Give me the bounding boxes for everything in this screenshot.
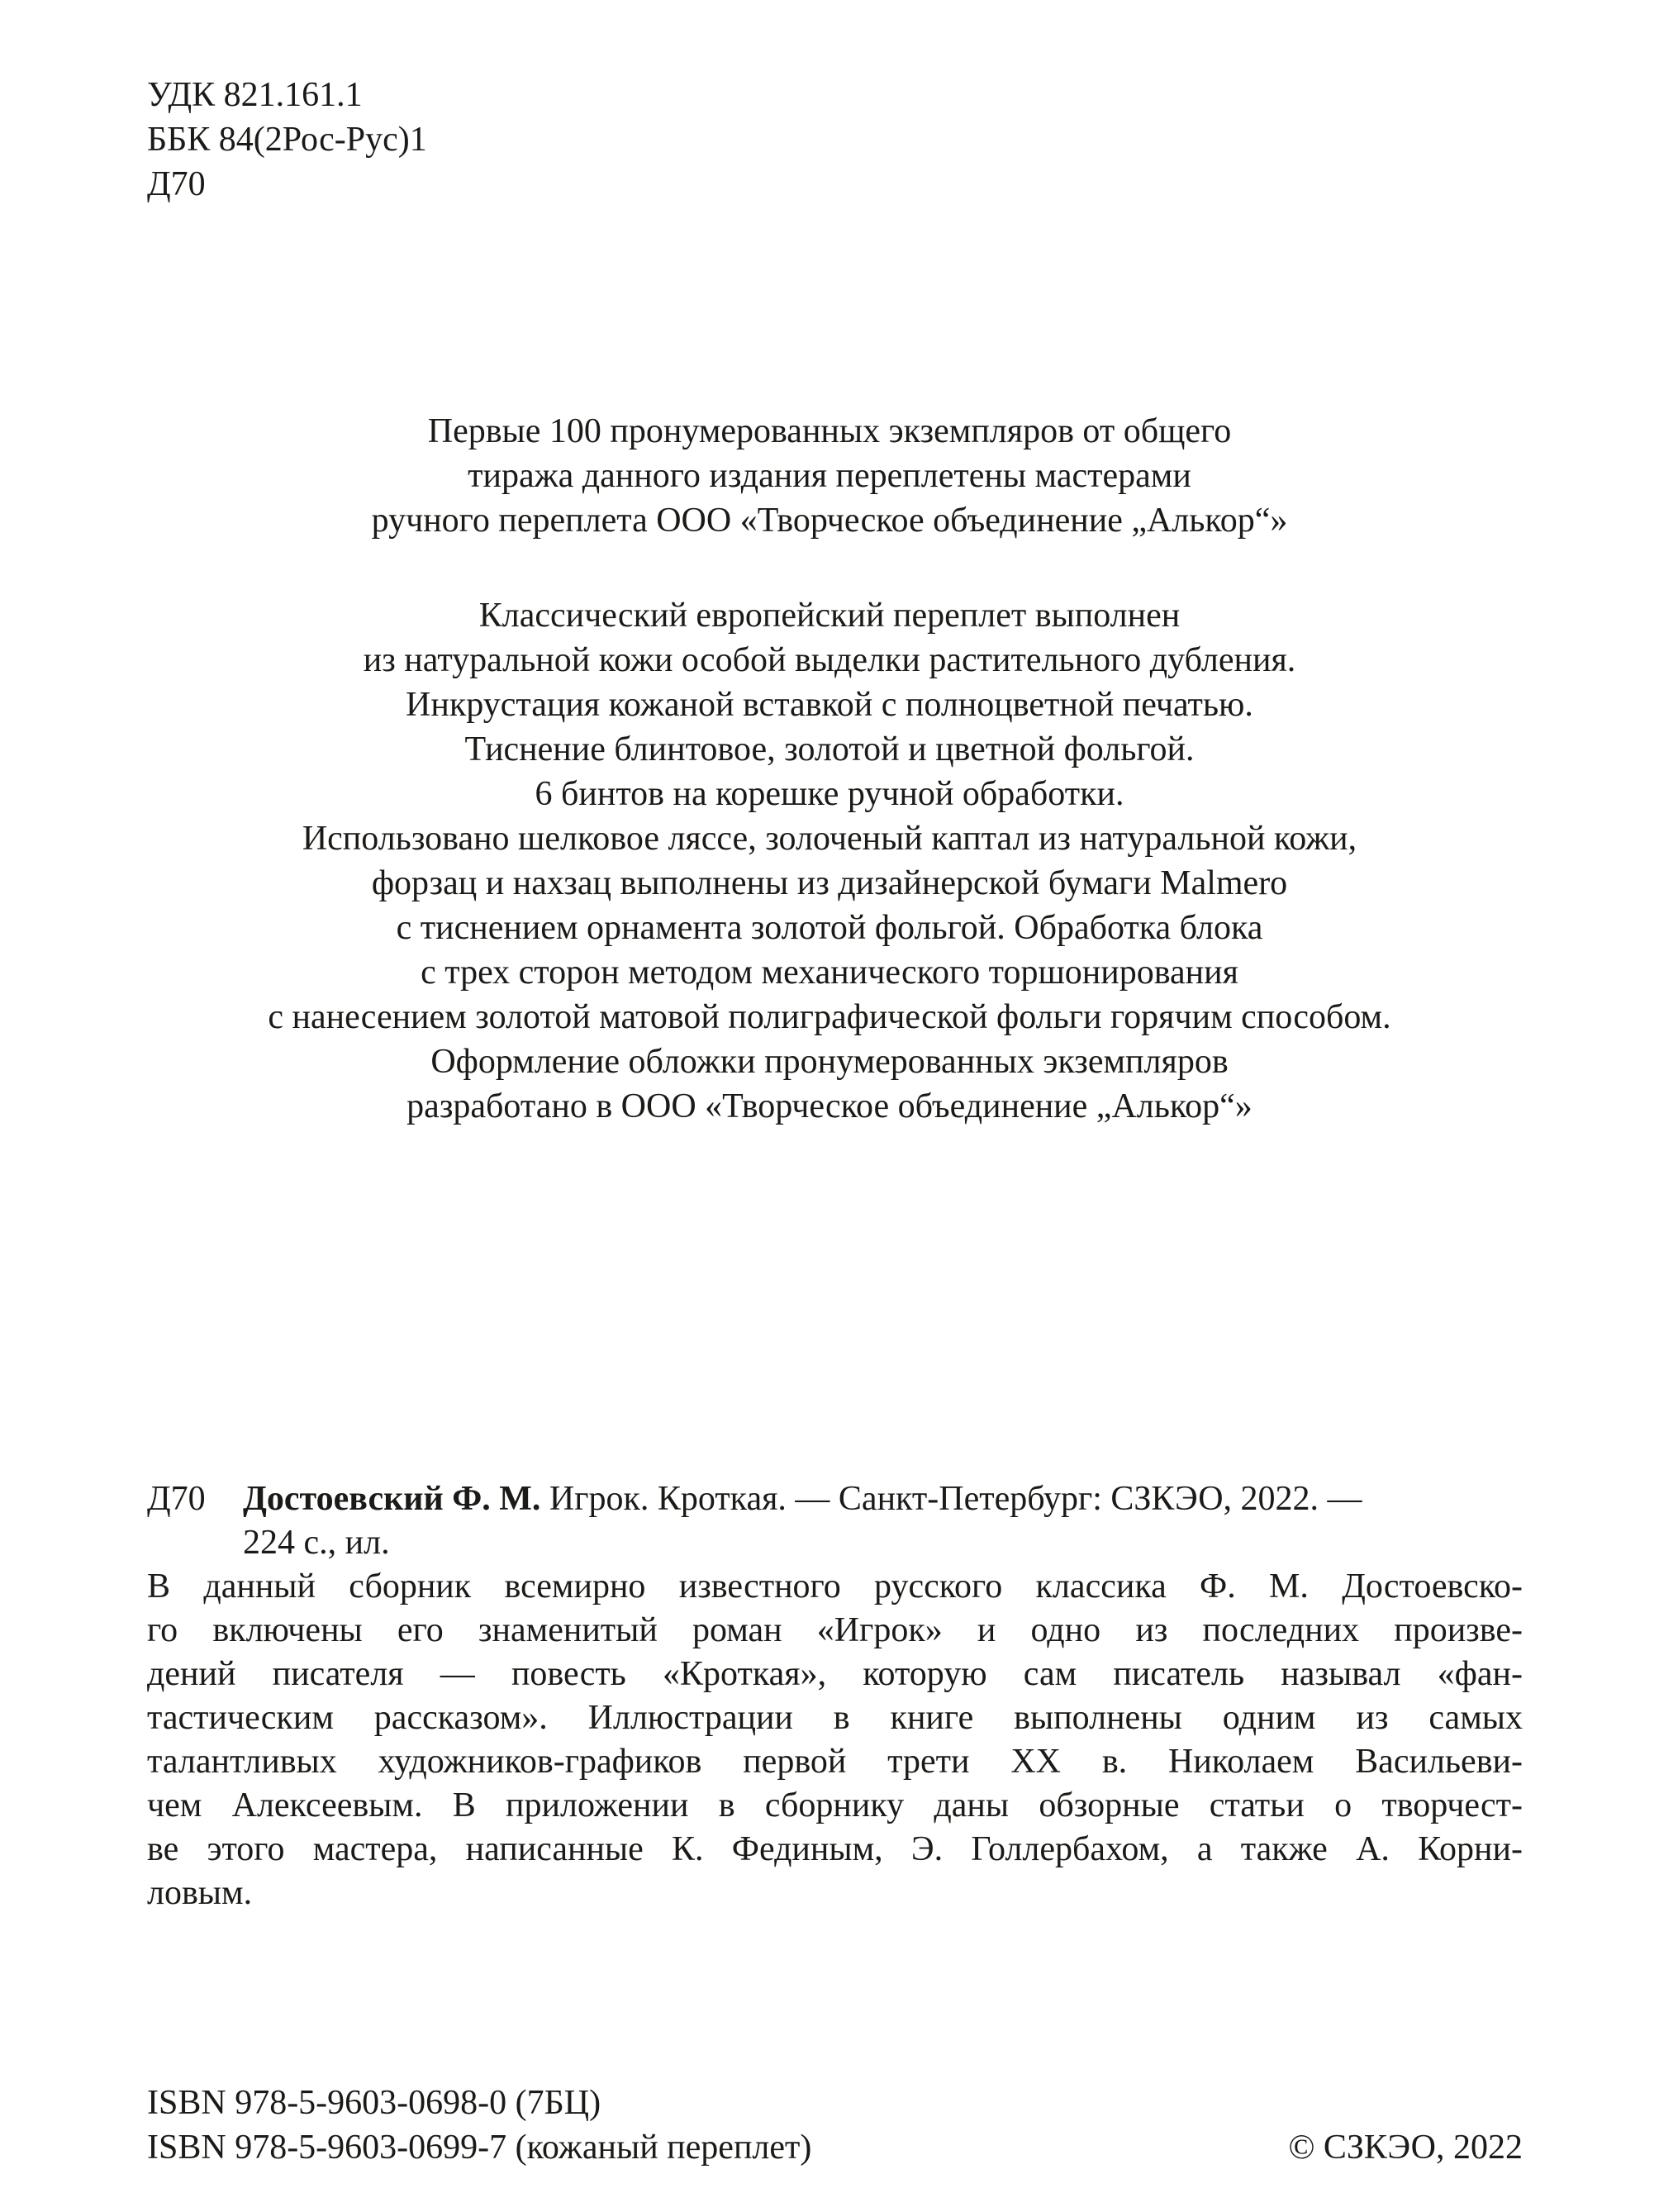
annotation-line: ве этого мастера, написанные К. Фединым, Э. Голлербахом, а также А. Корни- — [147, 1830, 1523, 1868]
binding-line: Оформление обложки пронумерованных экземпляров — [430, 1043, 1229, 1081]
binding-line: из натуральной кожи особой выделки растительного дубления. — [363, 641, 1296, 679]
author-mark: Д70 — [147, 165, 206, 203]
isbn-first: ISBN 978-5-9603-0698-0 (7БЦ) — [147, 2084, 601, 2122]
binding-line: Инкрустация кожаной вставкой с полноцветной печатью. — [406, 686, 1253, 724]
entry-heading — [243, 1477, 1523, 1521]
entry-annotation — [147, 1565, 1523, 1915]
annotation-line: ловым. — [147, 1874, 253, 1912]
udk-code: УДК 821.161.1 — [147, 76, 363, 114]
edition-note-line: тиража данного издания переплетены мастерами — [468, 457, 1191, 495]
binding-line: Тиснение блинтовое, золотой и цветной фольгой. — [464, 730, 1195, 768]
entry-code: Д70 — [147, 1480, 206, 1518]
binding-line: с нанесением золотой матовой полиграфической фольги горячим способом. — [268, 998, 1391, 1036]
entry-title: Игрок. Кроткая. — Санкт-Петербург: СЗКЭО, 2022. — — [549, 1480, 1362, 1518]
annotation-line: чем Алексеевым. В приложении в сборнику даны обзорные статьи о творчест- — [147, 1786, 1523, 1824]
binding-line: 6 бинтов на корешке ручной обработки. — [535, 775, 1124, 813]
edition-note — [0, 409, 1659, 543]
catalog-codes — [147, 73, 427, 207]
binding-line: разработано в ООО «Творческое объединение „Алькор“» — [406, 1087, 1253, 1125]
annotation-line: талантливых художников-графиков первой трети XX в. Николаем Васильеви- — [147, 1743, 1523, 1781]
bibliographic-entry — [147, 1477, 1523, 1915]
binding-line: с тиснением орнамента золотой фольгой. Обработка блока — [396, 909, 1263, 947]
binding-line: Использовано шелковое ляссе, золоченый каптал из натуральной кожи, — [302, 820, 1357, 858]
annotation-line: дений писателя — повесть «Кроткая», которую сам писатель называл «фан- — [147, 1655, 1523, 1693]
annotation-line: В данный сборник всемирно известного русского классика Ф. М. Достоевско- — [147, 1567, 1523, 1605]
annotation-line: го включены его знаменитый роман «Игрок» и одно из последних произве- — [147, 1611, 1523, 1649]
annotation-line: тастическим рассказом». Иллюстрации в книге выполнены одним из самых — [147, 1699, 1523, 1737]
binding-line: с трех сторон методом механического торшонирования — [421, 954, 1238, 992]
binding-description — [0, 593, 1659, 1129]
bbk-code: ББК 84(2Рос-Рус)1 — [147, 121, 427, 159]
entry-pages: 224 с., ил. — [243, 1524, 390, 1562]
edition-note-line: Первые 100 пронумерованных экземпляров от общего — [427, 412, 1232, 450]
edition-note-line: ручного переплета ООО «Творческое объединение „Алькор“» — [371, 502, 1288, 540]
copyright-notice: © СЗКЭО, 2022 — [1288, 2129, 1523, 2167]
entry-author: Достоевский Ф. М. — [243, 1480, 541, 1518]
binding-line: форзац и нахзац выполнены из дизайнерской бумаги Malmero — [371, 864, 1288, 902]
binding-line: Классический европейский переплет выполнен — [478, 597, 1181, 635]
isbn-list — [147, 2081, 811, 2170]
isbn-second: ISBN 978-5-9603-0699-7 (кожаный переплет) — [147, 2129, 812, 2167]
